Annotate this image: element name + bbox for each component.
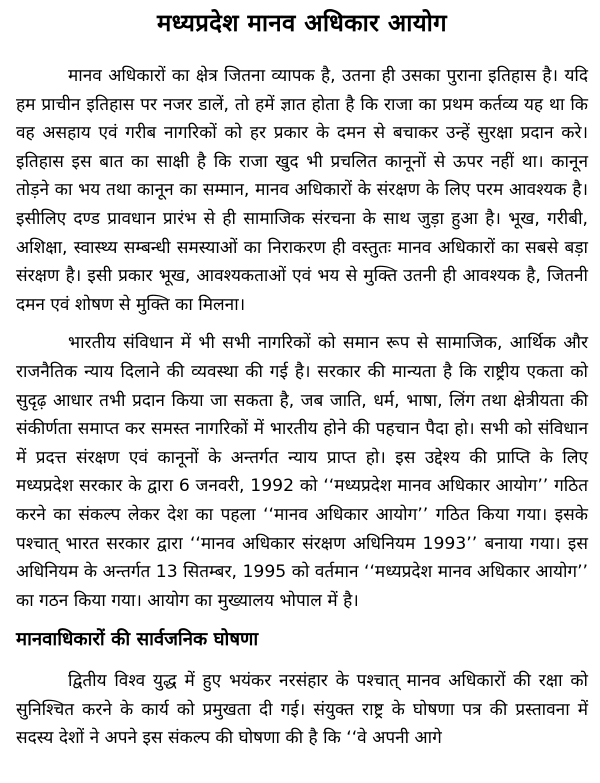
paragraph-commission-formation: भारतीय संविधान में भी सभी नागरिकों को समान रूप से सामाजिक, आर्थिक और राजनैतिक न्याय दिलाने की व्यवस्था की गई है। सरकार की मान्यता है कि राष्ट्रीय एकता को सुदृढ़ आधार तभी प्रदान किया जा सकता है, जब जाति, धर्म, भाषा, लिंग तथा क्षेत्रीयता की संकीर्णता समाप्त कर समस्त नागरिकों में भारतीय होने की पहचान पैदा हो। सभी को संविधान में प्रदत्त संरक्षण एवं कानूनों के अन्तर्गत न्याय प्राप्त हो। इस उद्देश्य की प्राप्ति के लिए मध्यप्रदेश सरकार के द्वारा 6 जनवरी, 1992 को ‘‘मध्यप्रदेश मानव अधिकार आयोग’’ गठित करने का संकल्प लेकर देश का पहला ‘‘मानव अधिकार आयोग’’ गठित किया गया। इसके पश्चात् भारत सरकार द्वारा ‘‘मानव अधिकार संरक्षण अधिनियम 1993’’ बनाया गया। इस अधिनियम के अन्तर्गत 13 सितम्बर, 1995 को वर्तमान ‘‘मध्यप्रदेश मानव अधिकार आयोग’’ का गठन किया गया। आयोग का मुख्यालय भोपाल में है। (16, 333, 588, 611)
paragraph-human-rights-history: मानव अधिकारों का क्षेत्र जितना व्यापक है, उतना ही उसका पुराना इतिहास है। यदि हम प्राचीन इतिहास पर नजर डालें, तो हमें ज्ञात होता है कि राजा का प्रथम कर्तव्य यह था कि वह असहाय एवं गरीब नागरिकों को हर प्रकार के दमन से बचाकर उन्हें सुरक्षा प्रदान करे। इतिहास इस बात का साक्षी है कि राजा खुद भी प्रचलित कानूनों से ऊपर नहीं था। कानून तोड़ने का भय तथा कानून का सम्मान, मानव अधिकारों के संरक्षण के लिए परम आवश्यक है। इसीलिए दण्ड प्रावधान प्रारंभ से ही सामाजिक संरचना के साथ जुड़ा हुआ है। भूख, गरीबी, अशिक्षा, स्वास्थ्य सम्बन्धी समस्याओं का निराकरण ही वस्तुतः मानव अधिकारों का सबसे बड़ा संरक्षण है। इसी प्रकार भूख, आवश्यकताओं एवं भय से मुक्ति उतनी ही आवश्यक है, जितनी दमन एवं शोषण से मुक्ति का मिलना। (16, 66, 588, 315)
page-title: मध्यप्रदेश मानव अधिकार आयोग (157, 9, 447, 37)
section-heading: मानवाधिकारों की सार्वजनिक घोषणा (16, 629, 259, 651)
paragraph-universal-declaration: द्वितीय विश्व युद्ध में हुए भयंकर नरसंहार के पश्चात् मानव अधिकारों की रक्षा को सुनिश्चित करने के कार्य को प्रमुखता दी गई। संयुक्त राष्ट्र के घोषणा पत्र की प्रस्तावना में सदस्य देशों ने अपने इस संकल्प की घोषणा की है कि ‘‘वे अपनी आगे (16, 671, 588, 749)
